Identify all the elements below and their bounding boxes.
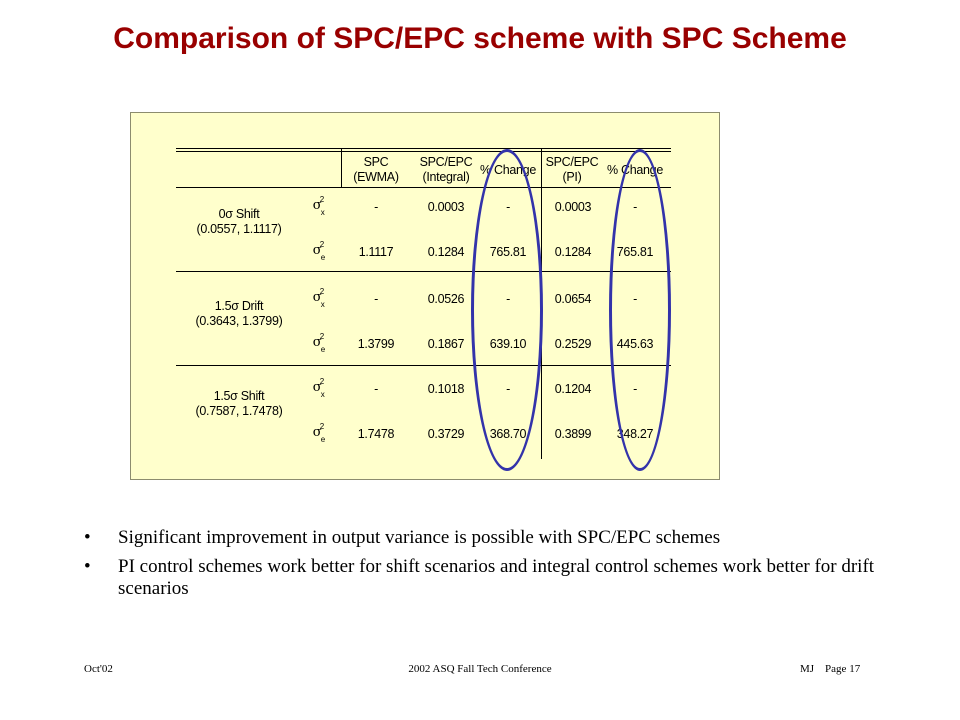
table-cell-spc: - (374, 292, 378, 306)
header-pi: SPC/EPC (PI) (545, 155, 599, 184)
footer-left: Oct'02 (84, 663, 113, 675)
table-cell-change1: 368.70 (489, 427, 527, 441)
variance-symbol: σ 2 x (312, 377, 325, 399)
table-cell-integral: 0.0526 (427, 292, 465, 306)
table-cell-spc: 1.1117 (358, 245, 394, 259)
group1-bottom-rule (176, 271, 671, 272)
table-cell-pi: 0.2529 (554, 337, 592, 351)
group-label: 1.5σ Shift (0.7587, 1.7478) (195, 389, 283, 418)
table-cell-spc: - (374, 200, 378, 214)
bullet-item (84, 527, 904, 549)
table-cell-spc: 1.3799 (357, 337, 395, 351)
table-cell-integral: 0.1284 (427, 245, 465, 259)
table-cell-pi: 0.1204 (554, 382, 592, 396)
footer-center: 2002 ASQ Fall Tech Conference (408, 663, 552, 675)
table-cell-change1: - (506, 382, 510, 396)
variance-symbol: σ 2 x (312, 195, 325, 217)
table-cell-pi: 0.0654 (554, 292, 592, 306)
variance-symbol: σ 2 e (312, 422, 325, 444)
header-change-1: % Change (480, 163, 536, 177)
table-cell-integral: 0.3729 (427, 427, 465, 441)
table-cell-change2: - (633, 382, 637, 396)
group-label: 1.5σ Drift (0.3643, 1.3799) (195, 299, 283, 328)
header-spc: SPC (EWMA) (353, 155, 399, 184)
header-change-2: % Change (607, 163, 663, 177)
highlight-ellipse-integral-change (471, 149, 543, 471)
variance-symbol: σ 2 e (312, 240, 325, 262)
header-integral: SPC/EPC (Integral) (419, 155, 473, 184)
table-cell-integral: 0.1018 (427, 382, 465, 396)
table-cell-change2: - (633, 292, 637, 306)
highlight-ellipse-pi-change (609, 149, 671, 471)
comparison-table-panel (130, 112, 720, 480)
slide-title: Comparison of SPC/EPC scheme with SPC Scheme (113, 22, 847, 55)
bullet-item (84, 556, 904, 600)
group2-bottom-rule (176, 365, 671, 366)
variance-symbol: σ 2 e (312, 332, 325, 354)
table-cell-spc: - (374, 382, 378, 396)
table-cell-integral: 0.0003 (427, 200, 465, 214)
table-cell-change2: 765.81 (616, 245, 654, 259)
bullet-glyph: • (84, 527, 91, 548)
table-cell-integral: 0.1867 (427, 337, 465, 351)
table-cell-pi: 0.0003 (554, 200, 592, 214)
table-cell-change1: - (506, 200, 510, 214)
variance-symbol: σ 2 x (312, 287, 325, 309)
table-cell-spc: 1.7478 (357, 427, 395, 441)
table-top-rule-2 (176, 151, 671, 152)
table-cell-change1: 765.81 (489, 245, 527, 259)
header-bottom-rule (176, 187, 671, 188)
table-cell-change1: - (506, 292, 510, 306)
table-cell-pi: 0.1284 (554, 245, 592, 259)
table-cell-change1: 639.10 (489, 337, 527, 351)
bullet-text: Significant improvement in output variance is possible with SPC/EPC schemes (118, 527, 721, 548)
footer-right: MJ Page 17 (800, 663, 861, 675)
table-cell-change2: 445.63 (616, 337, 654, 351)
group-label: 0σ Shift (0.0557, 1.1117) (196, 207, 282, 236)
header-divider-1 (341, 148, 342, 188)
table-cell-change2: 348.27 (616, 427, 654, 441)
bullet-list (84, 527, 904, 607)
bullet-text: PI control schemes work better for shift scenarios and integral control schemes work better for drift scenarios (118, 556, 875, 599)
table-cell-change2: - (633, 200, 637, 214)
table-cell-pi: 0.3899 (554, 427, 592, 441)
bullet-glyph: • (84, 556, 91, 577)
table-top-rule (176, 148, 671, 149)
